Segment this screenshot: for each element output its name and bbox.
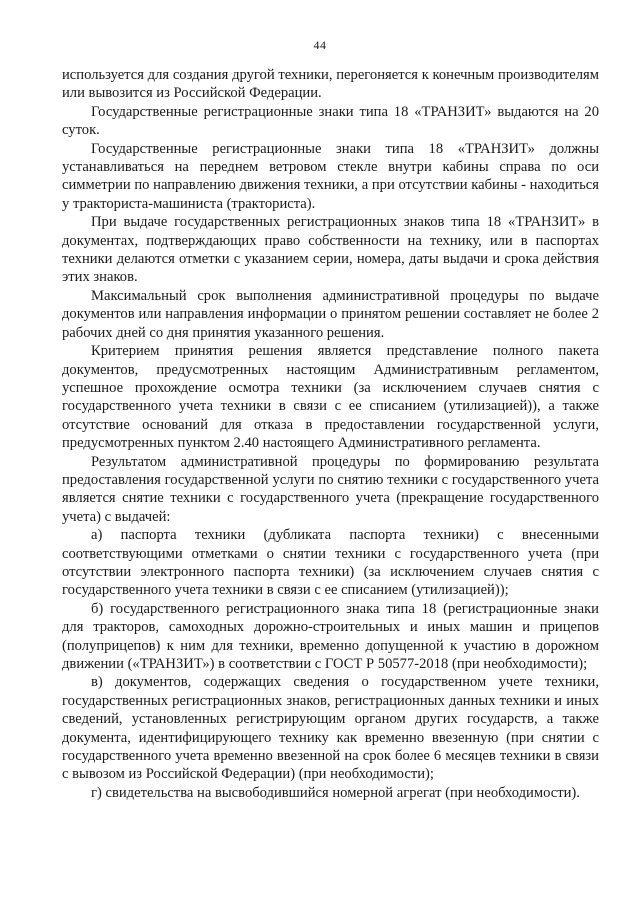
document-body xyxy=(62,66,599,802)
paragraph-procedure-result: Результатом административной процедуры по формированию результата предоставления государственной услуги по снятию техники с государственного учета является снятие техники с государственного учета (прекращение государственного учета) с выдачей: xyxy=(62,453,599,525)
paragraph-continuation: используется для создания другой техники, перегоняется к конечным производителям или вывозится из Российской Федерации. xyxy=(62,67,599,102)
paragraph-transit-marks: При выдаче государственных регистрационных знаков типа 18 «ТРАНЗИТ» в документах, подтверждающих право собственности на технику, или в паспортах техники делаются отметки с указанием серии, номера, даты выдачи и срока действия этих знаков. xyxy=(62,214,599,286)
list-item-b: б) государственного регистрационного знака типа 18 (регистрационные знаки для тракторов, самоходных дорожно-строительных и иных машин и прицепов (полуприцепов) к ним для техники, временно допущенной к участию в дорожном движении («ТРАНЗИТ») в соответствии с ГОСТ Р 50577-2018 (при необходимости); xyxy=(62,600,599,672)
list-item-g: г) свидетельства на высвободившийся номерной агрегат (при необходимости). xyxy=(91,784,580,801)
list-item-v: в) документов, содержащих сведения о государственном учете техники, государственных регистрационных знаков, регистрационных данных техники и иных сведений, установленных регистрирующим органом других государств, а также документа, идентифицирующего технику как временно ввезенную (при снятии с государственного учета временно ввезенной на срок более 6 месяцев техники в связи с вывозом из Российской Федерации) (при необходимости); xyxy=(62,674,599,783)
paragraph-decision-criterion: Критерием принятия решения является представление полного пакета документов, предусмотренных настоящим Административным регламентом, успешное прохождение осмотра техники (за исключением случаев снятия с государственного учета техники в связи с ее списанием (утилизацией)), а также отсутствие оснований для отказа в предоставлении государственной услуги, предусмотренных пунктом 2.40 настоящего Административного регламента. xyxy=(62,343,599,452)
paragraph-transit-placement: Государственные регистрационные знаки типа 18 «ТРАНЗИТ» должны устанавливаться на переднем ветровом стекле внутри кабины справа по оси симметрии по направлению движения техники, а при отсутствии кабины - находиться у тракториста-машиниста (тракториста). xyxy=(62,140,599,212)
paragraph-transit-validity: Государственные регистрационные знаки типа 18 «ТРАНЗИТ» выдаются на 20 суток. xyxy=(62,103,599,139)
page-number: 44 xyxy=(313,38,327,52)
paragraph-max-term: Максимальный срок выполнения административной процедуры по выдаче документов или направления информации о принятом решении составляет не более 2 рабочих дней со дня принятия указанного решения. xyxy=(62,287,599,341)
list-item-a: а) паспорта техники (дубликата паспорта техники) с внесенными соответствующими отметками о снятии техники с государственного учета (при отсутствии электронного паспорта техники) (за исключением случаев снятия с государственного учета техники в связи с ее списанием (утилизацией)); xyxy=(62,527,599,599)
